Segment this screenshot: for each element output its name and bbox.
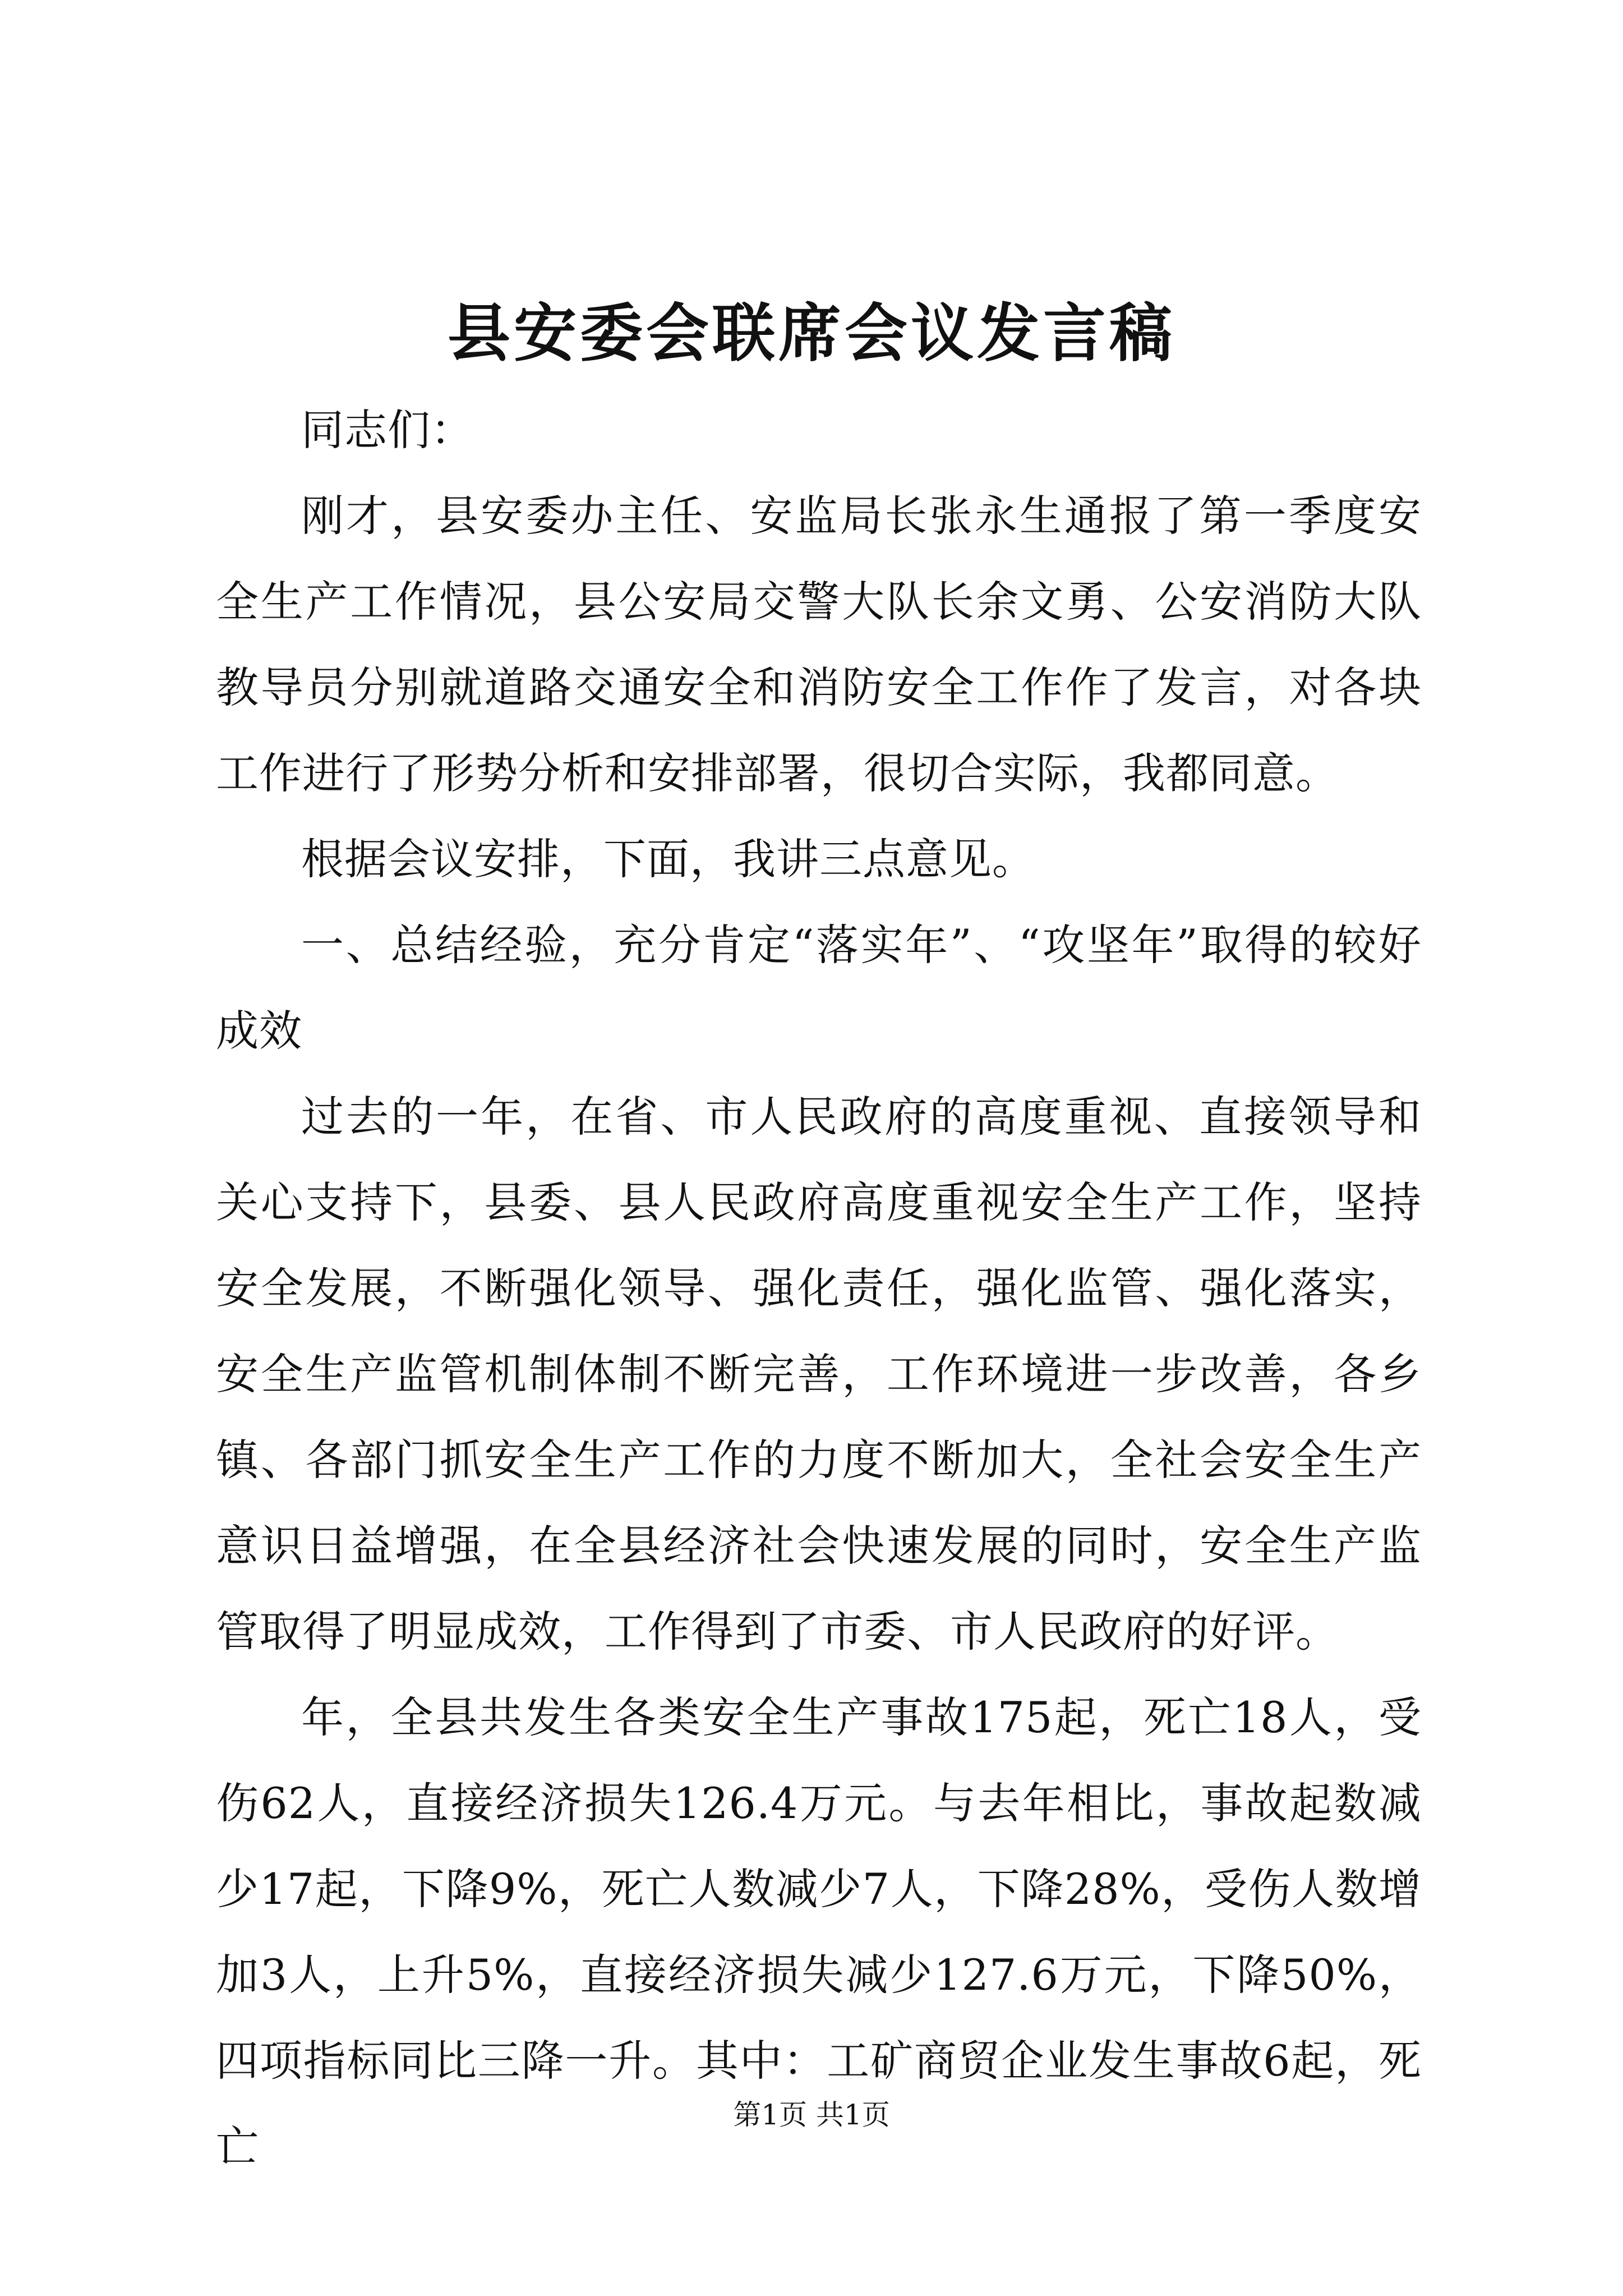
salutation-paragraph: 同志们： <box>301 405 474 455</box>
statistics-paragraph: 年，全县共发生各类安全生产事故175起，死亡18人，受伤62人，直接经济损失126.4万元。与去年相比，事故起数减少17起，下降9%，死亡人数减少7人，下降28%，受伤人数增加3人，上升5%，直接经济损失减少127.6万元，下降50%，四项指标同比三降一升。其中：工矿商贸企业发生事故6起，死亡 <box>216 1692 1422 2171</box>
agenda-paragraph: 根据会议安排，下面，我讲三点意见。 <box>301 834 1035 884</box>
opening-paragraph: 刚才，县安委办主任、安监局长张永生通报了第一季度安全生产工作情况，县公安局交警大队长余文勇、公安消防大队教导员分别就道路交通安全和消防安全工作作了发言，对各块工作进行了形势分析和安排部署，很切合实际，我都同意。 <box>216 491 1422 798</box>
page-footer: 第1页 共1页 <box>733 2099 890 2131</box>
section-one-heading: 一、总结经验，充分肯定“落实年”、“攻坚年”取得的较好成效 <box>216 920 1422 1056</box>
document-body <box>216 387 1422 2189</box>
review-paragraph: 过去的一年，在省、市人民政府的高度重视、直接领导和关心支持下，县委、县人民政府高度重视安全生产工作，坚持安全发展，不断强化领导、强化责任，强化监管、强化落实，安全生产监管机制体制不断完善，工作环境进一步改善，各乡镇、各部门抓安全生产工作的力度不断加大，全社会安全生产意识日益增强，在全县经济社会快速发展的同时，安全生产监管取得了明显成效，工作得到了市委、市人民政府的好评。 <box>216 1092 1422 1657</box>
document-title: 县安委会联席会议发言稿 <box>448 297 1175 370</box>
